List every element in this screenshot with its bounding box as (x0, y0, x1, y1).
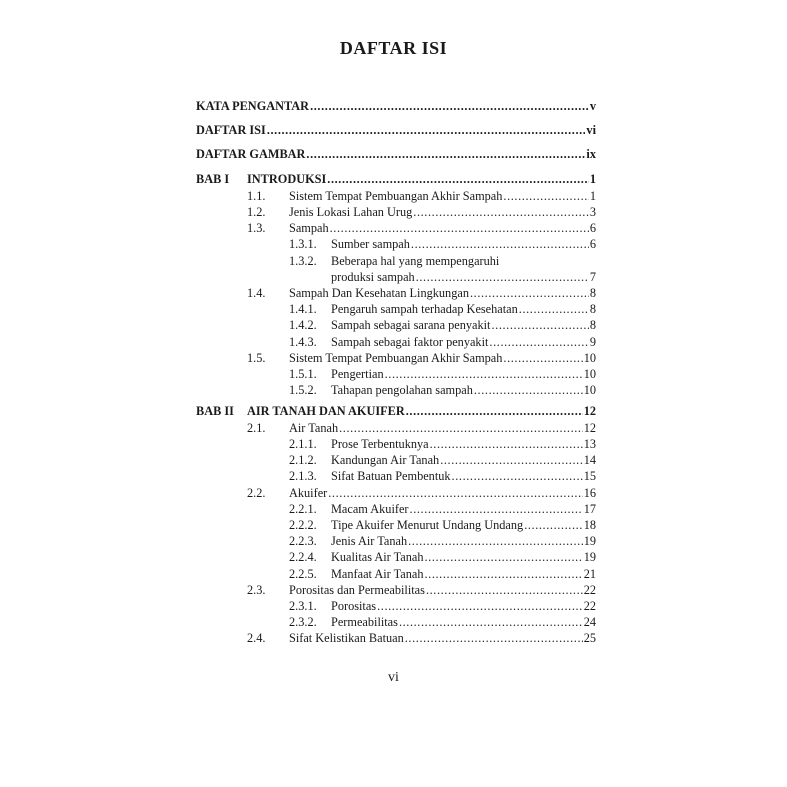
entry-number: 2.1.1. (289, 437, 317, 451)
entry-label: AIR TANAH DAN AKUIFER (247, 404, 405, 418)
toc-subsection-entry[interactable] (289, 599, 596, 614)
entry-page-number: 9 (589, 334, 596, 349)
entry-page-number: 10 (583, 383, 596, 398)
toc-subsection-entry[interactable] (289, 534, 596, 549)
toc-subsection-entry[interactable] (289, 615, 596, 630)
entry-number: 1.4.1. (289, 302, 317, 317)
dot-leader (399, 615, 583, 630)
entry-page-number: vi (586, 123, 596, 137)
entry-page-number: 1 (589, 188, 596, 203)
entry-number: 2.3.2. (289, 615, 317, 630)
entry-label: Kualitas Air Tanah (331, 550, 424, 565)
toc-section-entry[interactable] (247, 583, 596, 598)
dot-leader (385, 367, 583, 382)
entry-number: 2.1. (247, 420, 266, 435)
toc-front-entry[interactable] (196, 99, 596, 114)
toc-front-entry[interactable] (196, 147, 596, 162)
dot-leader (327, 172, 589, 187)
entry-number: 2.2.3. (289, 534, 317, 549)
entry-number: 2.3.1. (289, 599, 317, 613)
entry-label: Manfaat Air Tanah (331, 566, 424, 581)
toc-subsection-continuation[interactable] (331, 270, 596, 285)
entry-label: produksi sampah (331, 269, 415, 284)
entry-page-number: 22 (583, 599, 596, 613)
toc-section-entry[interactable] (247, 351, 596, 366)
entry-label: Beberapa hal yang mempengaruhi (331, 253, 500, 268)
entry-page-number: 8 (589, 302, 596, 317)
dot-leader (489, 335, 588, 350)
entry-number: 1.3. (247, 221, 266, 236)
dot-leader (328, 486, 582, 501)
entry-page-number: 12 (583, 404, 596, 418)
page-title: DAFTAR ISI (339, 38, 448, 58)
dot-leader (377, 599, 583, 614)
toc-subsection-entry[interactable] (289, 550, 596, 565)
entry-page-number: 8 (589, 286, 596, 300)
entry-label: Sampah (289, 221, 329, 236)
toc-subsection-entry[interactable] (289, 502, 596, 517)
entry-page-number: 10 (583, 367, 596, 381)
dot-leader (474, 383, 583, 398)
dot-leader (503, 351, 582, 366)
entry-page-number: 6 (589, 221, 596, 236)
dot-leader (524, 518, 583, 533)
entry-number: 2.2.5. (289, 566, 317, 581)
entry-page-number: 19 (583, 534, 596, 549)
entry-label: Tahapan pengolahan sampah (331, 383, 473, 398)
toc-section-entry[interactable] (247, 189, 596, 204)
entry-label: Porositas dan Permeabilitas (289, 582, 425, 597)
entry-page-number: 22 (583, 582, 596, 597)
entry-page-number: 17 (583, 501, 596, 516)
entry-page-number: 7 (589, 269, 596, 284)
dot-leader (406, 404, 583, 419)
entry-page-number: 25 (583, 631, 596, 646)
entry-label: INTRODUKSI (247, 172, 327, 186)
dot-leader (503, 189, 588, 204)
entry-label: Sifat Batuan Pembentuk (331, 469, 451, 484)
entry-label: Sistem Tempat Pembuangan Akhir Sampah (289, 350, 503, 365)
dot-leader (470, 286, 589, 301)
toc-section-entry[interactable] (247, 286, 596, 301)
toc-section-entry[interactable] (247, 221, 596, 236)
entry-number: 1.5.1. (289, 367, 317, 381)
entry-page-number: 18 (583, 518, 596, 532)
dot-leader (339, 421, 583, 436)
toc-subsection-entry[interactable] (289, 367, 596, 382)
entry-label: Prose Terbentuknya (331, 437, 429, 451)
entry-label: DAFTAR GAMBAR (196, 147, 306, 161)
toc-chapter-heading[interactable] (196, 172, 596, 187)
dot-leader (424, 567, 582, 582)
entry-number: 2.2.1. (289, 501, 317, 516)
entry-page-number: 12 (583, 420, 596, 435)
toc-section-entry[interactable] (247, 421, 596, 436)
entry-label: Akuifer (289, 485, 328, 500)
entry-number: BAB II (196, 404, 234, 418)
entry-number: 2.4. (247, 631, 266, 646)
toc-subsection-entry[interactable] (289, 453, 596, 468)
dot-leader (430, 437, 583, 452)
entry-number: 2.2.2. (289, 518, 317, 532)
entry-label: Kandungan Air Tanah (331, 453, 440, 468)
entry-number: 2.3. (247, 582, 266, 597)
dot-leader (408, 534, 583, 549)
entry-number: 2.2. (247, 485, 266, 500)
dot-leader (405, 631, 583, 646)
entry-label: Pengertian (331, 367, 384, 381)
entry-page-number: 16 (583, 485, 596, 500)
entry-label: KATA PENGANTAR (196, 99, 310, 113)
toc-subsection-entry[interactable] (289, 318, 596, 333)
entry-label: Macam Akuifer (331, 501, 409, 516)
entry-page-number: 3 (589, 205, 596, 219)
entry-page-number: 15 (583, 469, 596, 484)
dot-leader (413, 205, 589, 220)
entry-number: 2.1.3. (289, 469, 317, 484)
entry-number: 1.5.2. (289, 383, 317, 398)
dot-leader (491, 318, 588, 333)
toc-subsection-entry[interactable] (289, 437, 596, 452)
entry-page-number: 13 (583, 437, 596, 451)
entry-page-number: ix (586, 147, 596, 161)
toc-subsection-entry[interactable] (289, 383, 596, 398)
entry-number: 2.1.2. (289, 453, 317, 468)
entry-number: 1.1. (247, 188, 266, 203)
toc-section-entry[interactable] (247, 205, 596, 220)
dot-leader (330, 221, 589, 236)
entry-label: Pengaruh sampah terhadap Kesehatan (331, 302, 518, 317)
toc-subsection-entry[interactable] (289, 237, 596, 252)
entry-number: 1.4.3. (289, 334, 317, 349)
toc-section-entry[interactable] (247, 486, 596, 501)
entry-label: Porositas (331, 599, 377, 613)
entry-page-number: 6 (589, 237, 596, 252)
entry-label: Sampah sebagai sarana penyakit (331, 318, 491, 333)
dot-leader (425, 550, 583, 565)
entry-page-number: 1 (589, 172, 596, 186)
dot-leader (452, 469, 583, 484)
entry-label: Air Tanah (289, 420, 339, 435)
dot-leader (426, 583, 583, 598)
entry-page-number: 8 (589, 318, 596, 333)
entry-label: Jenis Air Tanah (331, 534, 408, 549)
entry-number: 2.2.4. (289, 550, 317, 565)
dot-leader (416, 270, 589, 285)
dot-leader (440, 453, 583, 468)
entry-number: 1.2. (247, 205, 266, 219)
entry-page-number: 21 (583, 566, 596, 581)
dot-leader (306, 147, 585, 162)
toc-chapter-heading[interactable] (196, 404, 596, 419)
entry-number: 1.4.2. (289, 318, 317, 333)
entry-label: Sampah sebagai faktor penyakit (331, 334, 489, 349)
toc-subsection-entry[interactable] (289, 335, 596, 350)
entry-page-number: 19 (583, 550, 596, 565)
dot-leader (310, 99, 589, 114)
dot-leader (519, 302, 589, 317)
entry-number: 1.3.2. (289, 253, 317, 268)
entry-page-number: 24 (583, 615, 596, 630)
toc-subsection-entry[interactable] (289, 567, 596, 582)
entry-label: DAFTAR ISI (196, 123, 266, 137)
toc-front-entry[interactable] (196, 123, 596, 138)
entry-label: Sifat Kelistikan Batuan (289, 631, 404, 646)
entry-label: Sumber sampah (331, 237, 410, 252)
dot-leader (410, 502, 583, 517)
dot-leader (411, 237, 589, 252)
toc-section-entry[interactable] (247, 631, 596, 646)
entry-number: 1.4. (247, 286, 266, 300)
entry-label: Permeabilitas (331, 615, 398, 630)
toc-subsection-entry[interactable] (289, 254, 499, 269)
entry-number: BAB I (196, 172, 230, 186)
entry-page-number: 14 (583, 453, 596, 468)
entry-number: 1.5. (247, 350, 266, 365)
page-number-footer: vi (388, 670, 399, 685)
entry-page-number: v (589, 99, 596, 113)
entry-page-number: 10 (583, 350, 596, 365)
entry-label: Jenis Lokasi Lahan Urug (289, 205, 413, 219)
entry-label: Tipe Akuifer Menurut Undang Undang (331, 518, 524, 532)
toc-subsection-entry[interactable] (289, 518, 596, 533)
dot-leader (267, 123, 586, 138)
entry-number: 1.3.1. (289, 237, 317, 252)
entry-label: Sampah Dan Kesehatan Lingkungan (289, 286, 469, 300)
toc-subsection-entry[interactable] (289, 302, 596, 317)
toc-subsection-entry[interactable] (289, 469, 596, 484)
entry-label: Sistem Tempat Pembuangan Akhir Sampah (289, 188, 503, 203)
